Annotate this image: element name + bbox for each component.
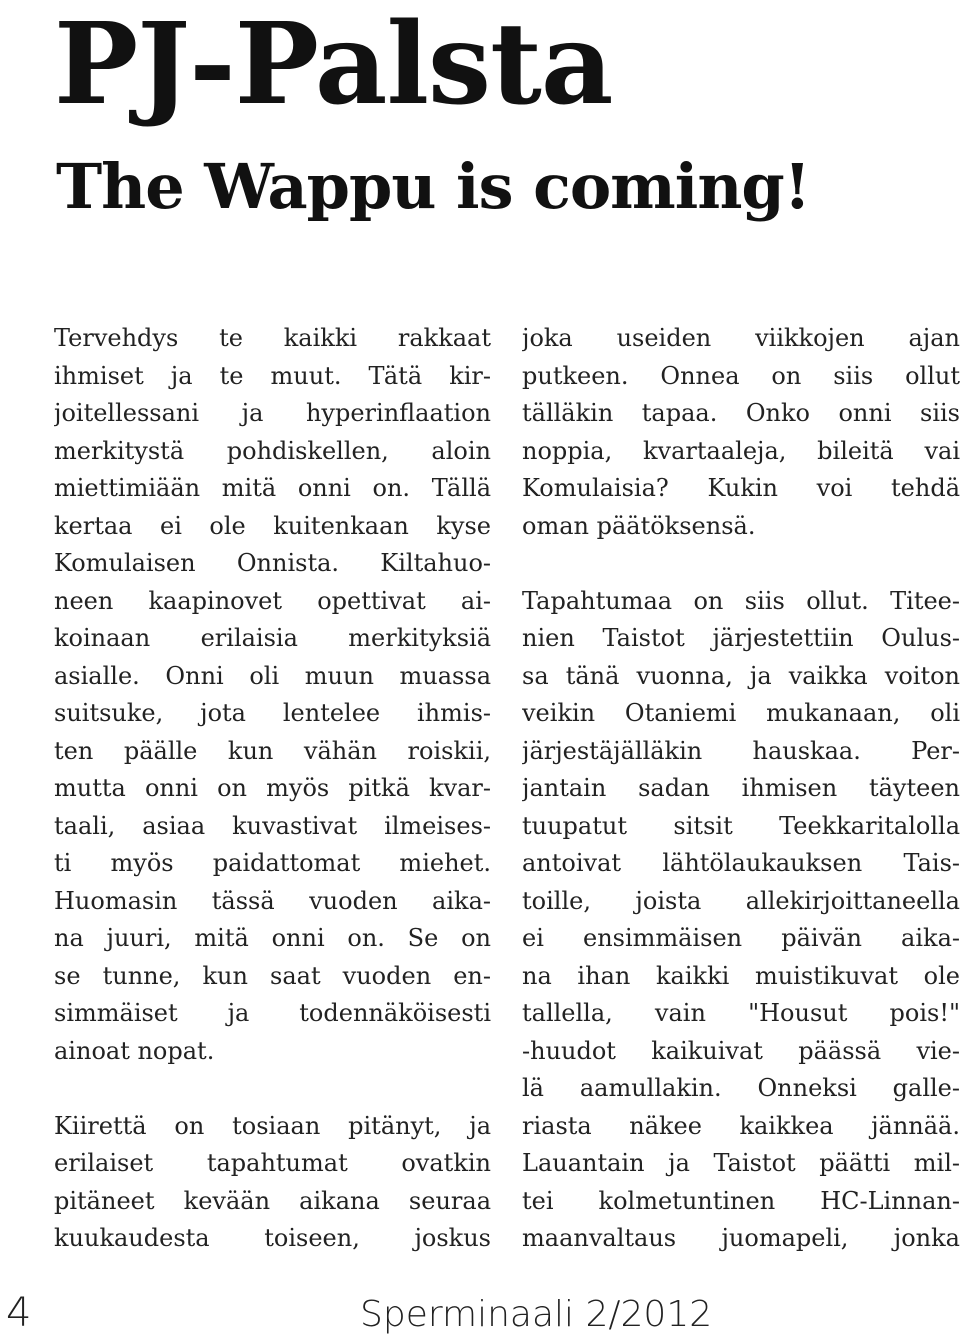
text-line: tei kolmetuntinen HC-Linnan- [522,1186,960,1215]
text-line: antoivat lähtölaukauksen Tais- [522,849,960,877]
text-line: veikin Otaniemi mukanaan, oli [522,699,960,727]
text-line: neen kaapinovet opettivat ai- [54,586,491,615]
text-line: tuupatut sitsit Teekkaritalolla [522,811,960,840]
text-line: putkeen. Onnea on siis ollut [522,361,960,390]
text-line: Tervehdys te kaikki rakkaat [54,324,491,352]
text-line: erilaiset tapahtumat ovatkin [54,1149,491,1177]
text-line: miettimiään mitä onni on. Tällä [54,474,491,502]
text-line: merkitystä pohdiskellen, aloin [54,436,491,465]
text-line: suitsuke, jota lentelee ihmis- [54,699,491,727]
text-line: oman päätöksensä. [522,511,756,540]
text-line: na ihan kaikki muistikuvat ole [522,961,960,990]
text-line: pitäneet kevään aikana seuraa [54,1186,491,1215]
masthead: PJ-Palsta [54,0,613,130]
text-line: mutta onni on myös pitkä kvar- [54,774,491,802]
text-line: na juuri, mitä onni on. Se on [54,924,491,952]
article-column-right [522,320,960,1258]
text-line: Tapahtumaa on siis ollut. Titee- [522,586,960,615]
article-column-left [54,320,491,1258]
text-line: Huomasin tässä vuoden aika- [54,886,491,915]
text-line: Lauantain ja Taistot päätti mil- [522,1149,960,1177]
text-line: tallella, vain "Housut pois!" [522,999,960,1027]
article-headline: The Wappu is coming! [56,150,810,223]
text-line: ten päälle kun vähän roiskii, [54,736,491,765]
text-line: tälläkin tapaa. Onko onni siis [522,399,960,427]
text-line: toille, joista allekirjoittaneella [522,886,960,915]
text-line: ihmiset ja te muut. Tätä kir- [54,361,491,390]
text-line: Komulaisia? Kukin voi tehdä [522,474,960,502]
text-line: Kiirettä on tosiaan pitänyt, ja [54,1111,491,1140]
text-line: nien Taistot järjestettiin Oulus- [522,624,960,652]
text-line: maanvaltaus juomapeli, jonka [522,1224,960,1252]
text-line: ti myös paidattomat miehet. [54,849,491,877]
text-line: ainoat nopat. [54,1036,215,1065]
text-line: joitellessani ja hyperinflaation [54,399,491,427]
page-number: 4 [6,1290,32,1336]
text-line: kertaa ei ole kuitenkaan kyse [54,511,491,540]
text-line: jantain sadan ihmisen täyteen [522,774,960,802]
text-line: sa tänä vuonna, ja vaikka voiton [522,661,960,690]
text-line: simmäiset ja todennäköisesti [54,999,491,1027]
text-line: ei ensimmäisen päivän aika- [522,924,960,952]
text-line: kuukaudesta toiseen, joskus [54,1224,491,1252]
text-line: riasta näkee kaikkea jännää. [522,1111,960,1140]
publication-title: Sperminaali 2/2012 [360,1294,713,1335]
text-line: lä aamullakin. Onneksi galle- [522,1074,960,1102]
text-line: joka useiden viikkojen ajan [522,324,960,352]
text-line: -huudot kaikuivat päässä vie- [522,1036,960,1065]
text-line: Komulaisen Onnista. Kiltahuo- [54,549,491,577]
text-line: asialle. Onni oli muun muassa [54,661,491,690]
text-line: noppia, kvartaaleja, bileitä vai [522,436,960,465]
text-line: koinaan erilaisia merkityksiä [54,624,491,652]
text-line: se tunne, kun saat vuoden en- [54,961,491,990]
text-line: taali, asiaa kuvastivat ilmeises- [54,811,491,840]
paragraph-break [522,545,960,583]
paragraph-break [54,1070,491,1108]
text-line: järjestäjälläkin hauskaa. Per- [522,736,960,765]
